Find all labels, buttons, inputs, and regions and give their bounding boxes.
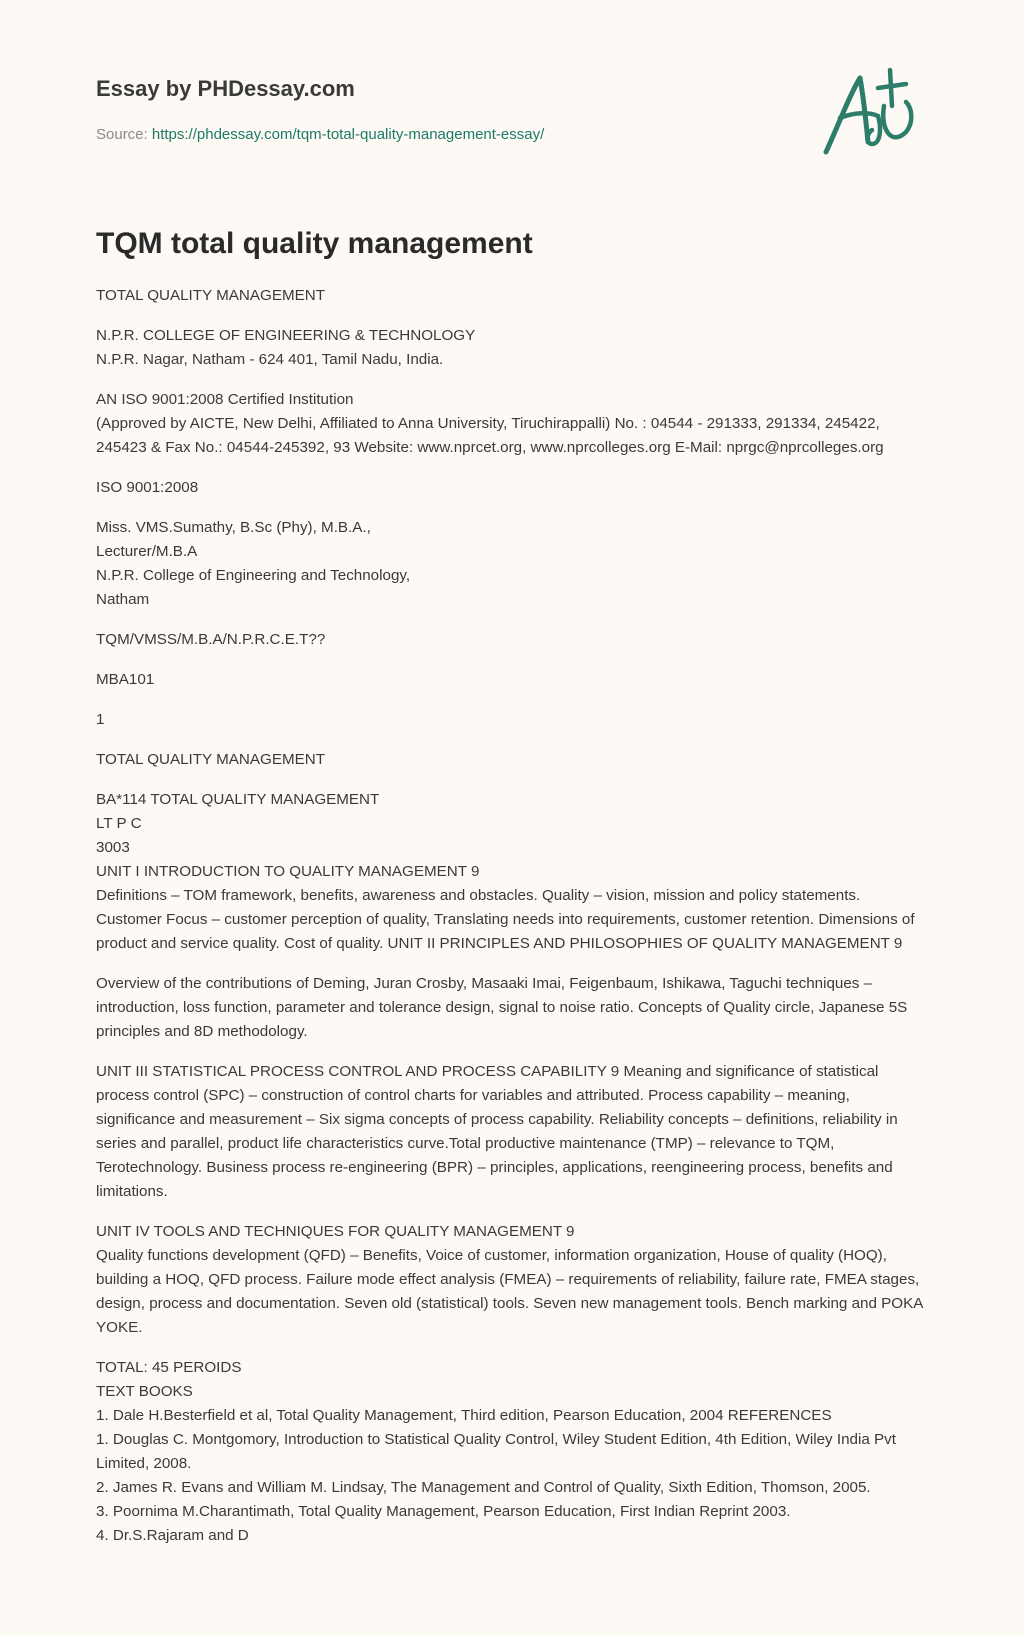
paragraph-line: 3003 [96, 839, 130, 856]
paragraph-line: Definitions – TOM framework, benefits, awareness and obstacles. Quality – vision, mission and policy statements. Customer Focus – customer perception of quality, Translating needs into requirements, customer retention. Dimensions of product and service quality. Cost of quality. UNIT II PRINCIPLES AND PHILOSOPHIES OF QUALITY MANAGEMENT 9 [96, 887, 915, 952]
paragraph [96, 284, 930, 308]
paragraph-line: TOTAL: 45 PEROIDS [96, 1359, 242, 1376]
paragraph-line: 3. Poornima M.Charantimath, Total Quality Management, Pearson Education, First Indian Reprint 2003. [96, 1503, 791, 1520]
paragraph-line: Overview of the contributions of Deming, Juran Crosby, Masaaki Imai, Feigenbaum, Ishikawa, Taguchi techniques – introduction, loss function, parameter and tolerance design, signal to noise ratio. Concepts of Quality circle, Japanese 5S principles and 8D methodology. [96, 975, 908, 1040]
paragraph [96, 1356, 930, 1548]
paragraph [96, 748, 930, 772]
page-header [96, 74, 796, 146]
source-link[interactable]: https://phdessay.com/tqm-total-quality-management-essay/ [151, 126, 545, 143]
paragraph [96, 388, 930, 460]
source-line [96, 124, 796, 146]
paragraph-line: (Approved by AICTE, New Delhi, Affiliated to Anna University, Tiruchirappalli) No. : 04544 - 291333, 291334, 245422, 245423 & Fax No.: 04544-245392, 93 Website: www.nprcet.org, www.nprcolleges.org E-Mail: nprgc@nprcolleges.org [96, 415, 884, 456]
paragraph-line: Quality functions development (QFD) – Benefits, Voice of customer, information organization, House of quality (HOQ), building a HOQ, QFD process. Failure mode effect analysis (FMEA) – requirements of reliability, failure rate, FMEA stages, design, process and documentation. Seven old (statistical) tools. Seven new management tools. Bench marking and POKA YOKE. [96, 1247, 923, 1336]
paragraph-line: AN ISO 9001:2008 Certified Institution [96, 391, 354, 408]
paragraph-line: 1. Dale H.Besterfield et al, Total Quality Management, Third edition, Pearson Education, 2004 REFERENCES [96, 1407, 832, 1424]
paragraph-line: N.P.R. College of Engineering and Technology, [96, 567, 411, 584]
paragraph-line: UNIT IV TOOLS AND TECHNIQUES FOR QUALITY MANAGEMENT 9 [96, 1223, 575, 1240]
paragraph-line: LT P C [96, 815, 142, 832]
paragraph [96, 1060, 930, 1204]
paragraph-line: UNIT I INTRODUCTION TO QUALITY MANAGEMENT 9 [96, 863, 480, 880]
document-body [96, 284, 930, 1564]
paragraph [96, 324, 930, 372]
paragraph-line: Natham [96, 591, 150, 608]
paragraph [96, 628, 930, 652]
site-title: Essay by PHDessay.com [96, 76, 355, 101]
paragraph-line: UNIT III STATISTICAL PROCESS CONTROL AND PROCESS CAPABILITY 9 Meaning and significance of statistical process control (SPC) – construction of control charts for variables and attributed. Process capability – meaning, significance and measurement – Six sigma concepts of process capability. Reliability concepts – definitions, reliability in series and parallel, product life characteristics curve.Total productive maintenance (TMP) – relevance to TQM, Terotechnology. Business process re-engineering (BPR) – principles, applications, reengineering process, benefits and limitations. [96, 1063, 898, 1200]
paragraph [96, 788, 930, 956]
paragraph-line: TEXT BOOKS [96, 1383, 193, 1400]
paragraph [96, 476, 930, 500]
paragraph-line: BA*114 TOTAL QUALITY MANAGEMENT [96, 791, 380, 808]
paragraph-line: 1. Douglas C. Montgomory, Introduction to Statistical Quality Control, Wiley Student Edition, 4th Edition, Wiley India Pvt Limited, 2008. [96, 1431, 896, 1472]
a-plus-logo-icon [820, 66, 930, 166]
paragraph-line: TOTAL QUALITY MANAGEMENT [96, 287, 325, 304]
paragraph-line: N.P.R. Nagar, Natham - 624 401, Tamil Nadu, India. [96, 351, 444, 368]
document-title: TQM total quality management [96, 227, 533, 260]
paragraph-line: TQM/VMSS/M.B.A/N.P.R.C.E.T?? [96, 631, 326, 648]
paragraph-line: ISO 9001:2008 [96, 479, 199, 496]
paragraph-line: 4. Dr.S.Rajaram and D [96, 1527, 249, 1544]
paragraph [96, 668, 930, 692]
paragraph-line: MBA101 [96, 671, 155, 688]
paragraph [96, 516, 930, 612]
paragraph-line: N.P.R. COLLEGE OF ENGINEERING & TECHNOLOGY [96, 327, 476, 344]
paragraph [96, 1220, 930, 1340]
paragraph [96, 708, 930, 732]
paragraph-line: 1 [96, 711, 105, 728]
paragraph-line: Miss. VMS.Sumathy, B.Sc (Phy), M.B.A., [96, 519, 371, 536]
paragraph [96, 972, 930, 1044]
paragraph-line: Lecturer/M.B.A [96, 543, 198, 560]
source-label: Source: [96, 126, 148, 143]
paragraph-line: 2. James R. Evans and William M. Lindsay, The Management and Control of Quality, Sixth Edition, Thomson, 2005. [96, 1479, 871, 1496]
paragraph-line: TOTAL QUALITY MANAGEMENT [96, 751, 325, 768]
